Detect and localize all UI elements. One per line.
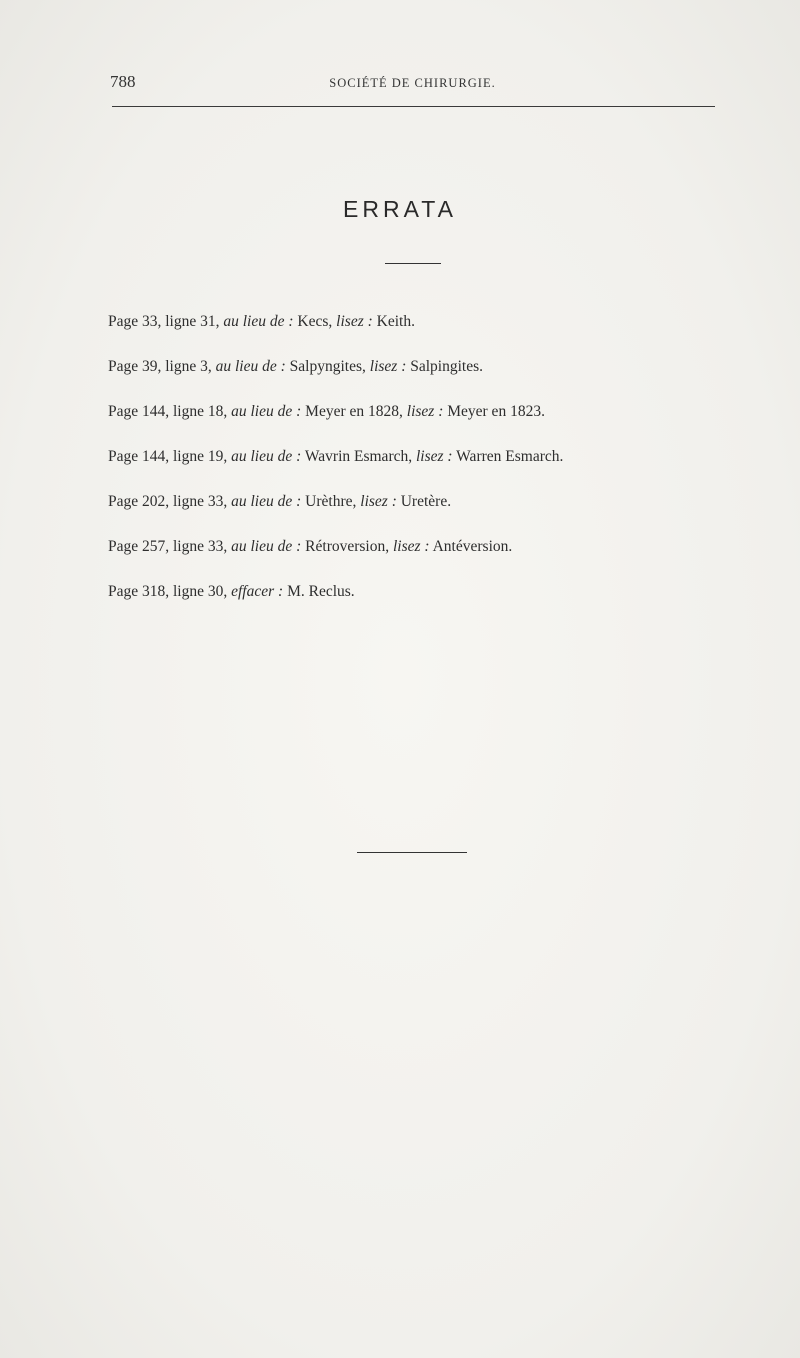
errata-instruction: au lieu de : (215, 358, 286, 375)
errata-instruction: effacer : (231, 583, 284, 600)
errata-ref: Page 318, ligne 30, (108, 583, 232, 600)
title-rule (385, 263, 441, 264)
errata-instruction: au lieu de : (223, 313, 294, 330)
errata-item (108, 355, 748, 400)
errata-item (108, 445, 748, 490)
errata-ref: Page 144, ligne 18, (108, 403, 232, 420)
errata-correct: Uretère. (396, 493, 452, 510)
errata-fix-label: lisez : (336, 313, 373, 330)
errata-fix-label: lisez : (406, 403, 444, 420)
errata-ref: Page 144, ligne 19, (108, 448, 232, 465)
page-header (110, 72, 715, 96)
errata-wrong: Meyer en 1828, (301, 403, 407, 420)
errata-fix-label: lisez : (360, 493, 397, 510)
errata-instruction: au lieu de : (231, 493, 302, 510)
errata-item (108, 490, 748, 535)
errata-ref: Page 257, ligne 33, (108, 538, 232, 555)
errata-instruction: au lieu de : (231, 448, 302, 465)
errata-item (108, 310, 748, 355)
page-number: 788 (110, 72, 136, 91)
errata-fix-label: lisez : (369, 358, 407, 375)
errata-correct: Salpingites. (406, 358, 483, 375)
errata-correct: Antéversion. (429, 538, 513, 555)
header-rule (112, 106, 715, 107)
errata-ref: Page 39, ligne 3, (108, 358, 216, 375)
errata-item (108, 400, 748, 445)
errata-wrong: M. Reclus. (283, 583, 355, 600)
errata-wrong: Urèthre, (301, 493, 361, 510)
errata-fix-label: lisez : (415, 448, 453, 465)
closing-rule (357, 852, 467, 853)
errata-list (108, 310, 748, 625)
errata-wrong: Kecs, (293, 313, 337, 330)
errata-item (108, 580, 748, 625)
errata-correct: Warren Esmarch. (452, 448, 564, 465)
errata-wrong: Wavrin Esmarch, (301, 448, 416, 465)
errata-correct: Keith. (372, 313, 415, 330)
errata-item (108, 535, 748, 580)
errata-instruction: au lieu de : (231, 538, 302, 555)
errata-correct: Meyer en 1823. (443, 403, 545, 420)
page-title: ERRATA (343, 196, 457, 222)
errata-ref: Page 33, ligne 31, (108, 313, 224, 330)
errata-wrong: Rétroversion, (301, 538, 393, 555)
errata-instruction: au lieu de : (231, 403, 302, 420)
errata-wrong: Salpyngites, (285, 358, 370, 375)
errata-fix-label: lisez : (393, 538, 430, 555)
running-head: SOCIÉTÉ DE CHIRURGIE. (329, 76, 496, 90)
errata-ref: Page 202, ligne 33, (108, 493, 232, 510)
